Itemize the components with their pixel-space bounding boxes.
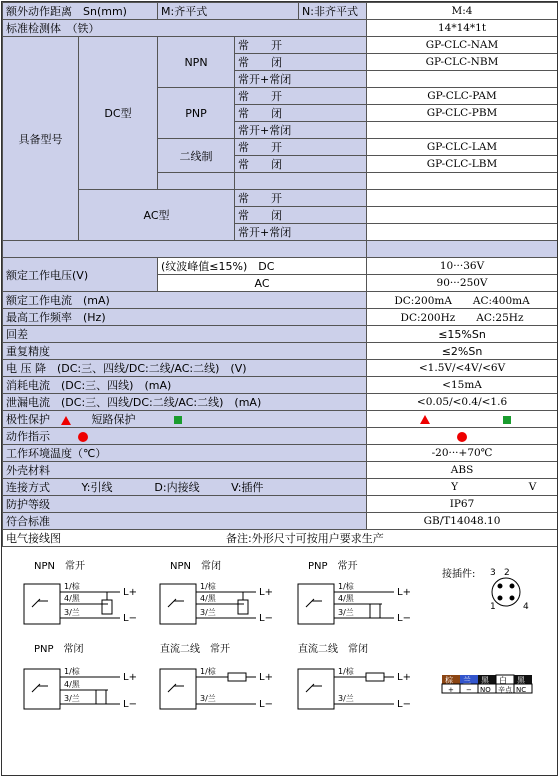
pin-4: 4: [523, 602, 529, 612]
pnp-no-brown: 1/棕: [338, 582, 354, 591]
protect-row: [3, 411, 367, 428]
spacer-right: [367, 241, 558, 258]
sign-no: NO: [480, 686, 491, 694]
two-blank: [235, 173, 367, 190]
npn-nc-blue: 3/兰: [200, 608, 216, 617]
two-no-label: 常 开: [235, 139, 367, 156]
twowire-blank: [158, 173, 235, 190]
hysteresis-value: ≤15%Sn: [367, 326, 558, 343]
npn-nonc-model: [367, 71, 558, 88]
short-circuit-square-icon: [174, 416, 182, 424]
indicator-row: [3, 428, 367, 445]
npn-no-lminus: L−: [123, 613, 137, 624]
npn-no-model: GP-CLC-NAM: [367, 37, 558, 54]
shell-label: 外壳材料: [3, 462, 367, 479]
pnp-nc-lminus: L−: [123, 699, 137, 710]
protect-value: [367, 411, 558, 428]
wiring-header: [3, 530, 558, 547]
ac-nc-label: 常 闭: [235, 207, 367, 224]
target-value: 14*14*1t: [367, 20, 558, 37]
connector-label: 接插件:: [442, 569, 476, 580]
voltage-ac-value: 90···250V: [367, 275, 558, 292]
pnp-no-label: 常 开: [235, 88, 367, 105]
connect-d: D:内接线: [154, 481, 200, 494]
consumption-label: 消耗电流 (DC:三、四线) (mA): [3, 377, 367, 394]
pnp-nc-brown: 1/棕: [64, 667, 80, 676]
ac-type-label: AC型: [79, 190, 235, 241]
connect-label: 连接方式: [6, 481, 50, 494]
polarity-triangle-icon: [61, 416, 71, 425]
current-label: 额定工作电流 (mA): [3, 292, 367, 309]
wiring-diagrams: [2, 547, 557, 729]
dc2-no-brown: 1/棕: [200, 667, 216, 676]
twowire-label: 二线制: [158, 139, 235, 173]
ac-nonc-model: [367, 224, 558, 241]
npn-nc-label: 常 闭: [235, 54, 367, 71]
pnp-nc-blue: 3/兰: [64, 694, 80, 703]
dc2-nc-blue: 3/兰: [338, 694, 354, 703]
sign-minus: −: [466, 686, 472, 694]
npn-no-label: 常 开: [235, 37, 367, 54]
pnp-nc-lplus: L+: [123, 672, 137, 683]
wiring-label: 电气接线图: [6, 532, 61, 545]
pnp-no-model: GP-CLC-PAM: [367, 88, 558, 105]
repeat-label: 重复精度: [3, 343, 367, 360]
dc2-no-lplus: L+: [259, 672, 273, 683]
ac-no-label: 常 开: [235, 190, 367, 207]
spec-sheet: [1, 1, 558, 776]
freq-value: DC:200Hz AC:25Hz: [367, 309, 558, 326]
pin-1: 1: [490, 602, 496, 612]
voltage-dc-label: (纹波峰值≤15%) DC: [158, 258, 367, 275]
distance-label: 额外动作距离 Sn(mm): [3, 3, 158, 20]
hysteresis-label: 回差: [3, 326, 367, 343]
standard-value: GB/T14048.10: [367, 513, 558, 530]
target-label: 标准检测体 （铁）: [3, 20, 367, 37]
npn-nonc-label: 常开+常闭: [235, 71, 367, 88]
pnp-nc-model: GP-CLC-PBM: [367, 105, 558, 122]
leak-label: 泄漏电流 (DC:三、四线/DC:二线/AC:二线) (mA): [3, 394, 367, 411]
wiring-note: 备注:外形尺寸可按用户要求生产: [226, 532, 384, 545]
indicator-label: 动作指示: [6, 430, 50, 443]
short-circuit-label: 短路保护: [91, 413, 136, 426]
connect-v: V:插件: [231, 481, 264, 494]
code-brown: 棕: [445, 676, 453, 685]
two-no-model: GP-CLC-LAM: [367, 139, 558, 156]
connector-diagram: [492, 578, 520, 606]
temp-label: 工作环境温度（℃）: [3, 445, 367, 462]
npn-no-lplus: L+: [123, 587, 137, 598]
code-blue: 兰: [463, 676, 471, 685]
drop-value: <1.5V/<4V/<6V: [367, 360, 558, 377]
pnp-nc-black: 4/黑: [64, 680, 80, 689]
temp-value: -20···+70℃: [367, 445, 558, 462]
spacer-left: [3, 241, 367, 258]
sign-nc: NC: [516, 686, 527, 694]
npn-no-blue: 3/兰: [64, 608, 80, 617]
wiring-svg: [2, 547, 557, 729]
standard-label: 符合标准: [3, 513, 367, 530]
dc2-no-title: 直流二线 常开: [160, 644, 230, 655]
dc2-nc-title: 直流二线 常闭: [298, 644, 368, 655]
code-black-2: 黑: [517, 676, 525, 685]
repeat-value: ≤2%Sn: [367, 343, 558, 360]
models-label: 具备型号: [3, 37, 79, 241]
two-nc-label: 常 闭: [235, 156, 367, 173]
drop-label: 电 压 降 (DC:三、四线/DC:二线/AC:二线) (V): [3, 360, 367, 377]
dc2-nc-brown: 1/棕: [338, 667, 354, 676]
pnp-nc-label: 常 闭: [235, 105, 367, 122]
pnp-no-lplus: L+: [397, 587, 411, 598]
code-white: 白: [499, 676, 507, 685]
ac-nonc-label: 常开+常闭: [235, 224, 367, 241]
nonflush-label: N:非齐平式: [299, 3, 367, 20]
sign-common: 辛点: [498, 686, 512, 694]
pnp-nonc-model: [367, 122, 558, 139]
pnp-nc-title: PNP 常闭: [34, 644, 84, 655]
dc2-nc-lplus: L+: [397, 672, 411, 683]
ac-no-model: [367, 190, 558, 207]
indicator-value: [367, 428, 558, 445]
dc2-nc-lminus: L−: [397, 699, 411, 710]
spec-table: [2, 2, 558, 547]
consumption-value: <15mA: [367, 377, 558, 394]
pin-2: 2: [504, 568, 510, 578]
npn-nc-lminus: L−: [259, 613, 273, 624]
npn-no-title: NPN 常开: [34, 561, 85, 572]
npn-nc-brown: 1/棕: [200, 582, 216, 591]
dc2-no-lminus: L−: [259, 699, 273, 710]
leak-value: <0.05/<0.4/<1.6: [367, 394, 558, 411]
pnp-no-title: PNP 常开: [308, 561, 358, 572]
shell-value: ABS: [367, 462, 558, 479]
npn-nc-model: GP-CLC-NBM: [367, 54, 558, 71]
ip-label: 防护等级: [3, 496, 367, 513]
dc-type-label: DC型: [79, 37, 158, 190]
npn-label: NPN: [158, 37, 235, 88]
pnp-no-lminus: L−: [397, 613, 411, 624]
freq-label: 最高工作频率 (Hz): [3, 309, 367, 326]
connect-value-y: Y: [451, 481, 459, 493]
pnp-nonc-label: 常开+常闭: [235, 122, 367, 139]
current-value: DC:200mA AC:400mA: [367, 292, 558, 309]
voltage-ac-label: AC: [158, 275, 367, 292]
flush-label: M:齐平式: [158, 3, 299, 20]
npn-nc-title: NPN 常闭: [170, 561, 221, 572]
pnp-no-black: 4/黑: [338, 594, 354, 603]
pin-3: 3: [490, 568, 496, 578]
indicator-value-dot-icon: [457, 432, 467, 442]
sign-plus: +: [448, 686, 454, 694]
two-nc-model: GP-CLC-LBM: [367, 156, 558, 173]
indicator-dot-icon: [78, 432, 88, 442]
connect-row: [3, 479, 367, 496]
npn-no-black: 4/黑: [64, 594, 80, 603]
npn-nc-lplus: L+: [259, 587, 273, 598]
npn-nc-black: 4/黑: [200, 594, 216, 603]
dc2-no-blue: 3/兰: [200, 694, 216, 703]
connect-value: [367, 479, 558, 496]
polarity-value-triangle-icon: [420, 415, 430, 424]
polarity-label: 极性保护: [6, 413, 50, 426]
two-blank-model: [367, 173, 558, 190]
connect-value-v: V: [528, 481, 537, 493]
ac-nc-model: [367, 207, 558, 224]
pnp-no-blue: 3/兰: [338, 608, 354, 617]
voltage-label: 额定工作电压(V): [3, 258, 158, 292]
ip-value: IP67: [367, 496, 558, 513]
pnp-label: PNP: [158, 88, 235, 139]
distance-value: M:4: [367, 3, 558, 20]
code-black: 黑: [481, 676, 489, 685]
npn-no-brown: 1/棕: [64, 582, 80, 591]
connect-y: Y:引线: [81, 481, 113, 494]
color-code-legend: [442, 675, 532, 694]
voltage-dc-value: 10···36V: [367, 258, 558, 275]
short-value-square-icon: [503, 416, 511, 424]
